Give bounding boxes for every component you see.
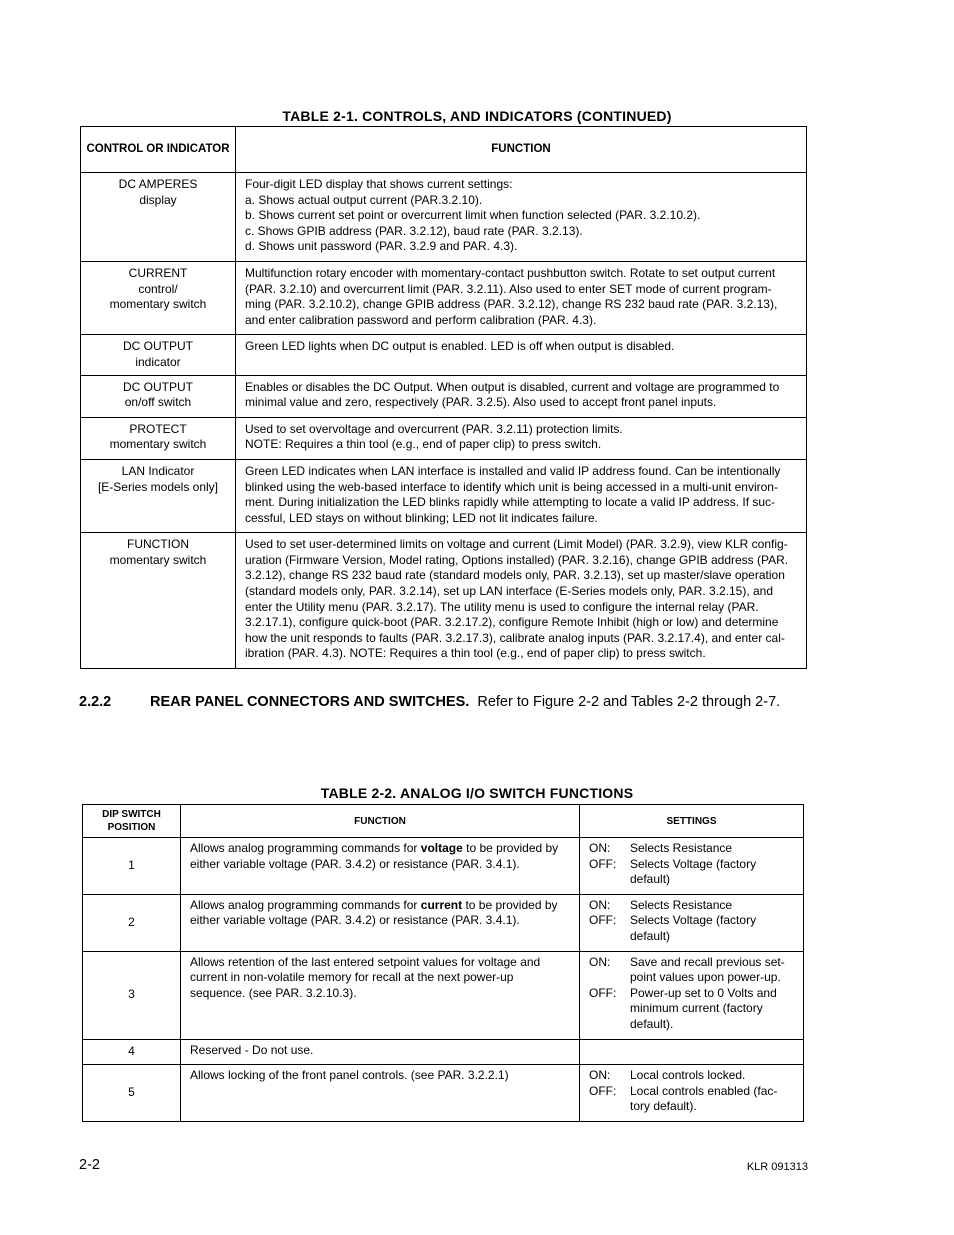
control-cell — [81, 335, 236, 375]
column-header-function: FUNCTION — [181, 805, 580, 838]
function-cell — [236, 533, 807, 669]
function-line: 3.2.17.1), configure quick-boot (PAR. 3.2.17.2), configure Remote Inhibit (high or low) and determine — [245, 615, 779, 630]
function-text: current — [420, 897, 463, 912]
control-line: control/ — [138, 281, 178, 296]
setting-key: OFF: — [589, 1083, 617, 1098]
setting-key: ON: — [589, 1068, 611, 1083]
function-cell — [236, 459, 807, 532]
control-line: momentary switch — [109, 552, 207, 567]
position-cell: 1 — [83, 838, 181, 895]
function-text: Allows analog programming commands for — [190, 897, 421, 912]
function-cell — [181, 894, 580, 951]
setting-value: Selects Resistance — [630, 897, 733, 912]
section-heading: REAR PANEL CONNECTORS AND SWITCHES. — [150, 694, 470, 710]
function-text: Reserved - Do not use. — [190, 1042, 314, 1057]
settings-cell — [580, 1065, 804, 1122]
function-line: (standard models only, PAR. 3.2.14), set up LAN interface (E-Series models only, PAR. 3.2.15), and — [245, 584, 774, 599]
function-line: Used to set overvoltage and overcurrent (PAR. 3.2.11) protection limits. — [245, 421, 623, 436]
function-line: 3.2.12), change RS 232 baud rate (standard models only, PAR. 3.2.13), set up master/slave operation — [245, 568, 785, 583]
function-cell — [236, 417, 807, 459]
document-id: KLR 091313 — [746, 1161, 808, 1173]
control-cell — [81, 173, 236, 262]
control-line: [E-Series models only] — [97, 479, 219, 494]
control-line: on/off switch — [124, 395, 192, 410]
table-row — [81, 417, 807, 459]
function-line: Used to set user-determined limits on voltage and current (Limit Model) (PAR. 3.2.9), view KLR config- — [245, 537, 788, 552]
section-2-2-2 — [79, 692, 808, 712]
setting-value: Selects Voltage (factory default) — [630, 856, 757, 887]
table-row — [81, 335, 807, 375]
control-line: momentary switch — [109, 437, 207, 452]
control-line: CURRENT — [128, 265, 188, 280]
table-header-row — [83, 805, 804, 838]
table-row — [81, 375, 807, 417]
setting-value: Local controls locked. — [630, 1068, 746, 1083]
setting-key: OFF: — [589, 913, 617, 928]
setting-key: ON: — [589, 897, 611, 912]
function-cell — [181, 1065, 580, 1122]
setting-key: ON: — [589, 954, 611, 969]
function-cell — [236, 335, 807, 375]
setting-key: OFF: — [589, 985, 617, 1000]
function-text: voltage — [420, 841, 463, 855]
function-text: Allows retention of the last entered setpoint values for voltage and current in non-volatile memory for recall at the next power-up sequence. (see PAR. 3.2.10.3). — [190, 954, 541, 1000]
table-row — [81, 533, 807, 669]
table-row — [83, 894, 804, 951]
setting-value: Local controls enabled (fac-tory default). — [630, 1083, 778, 1114]
function-line: (PAR. 3.2.10) and overcurrent limit (PAR. 3.2.11). Also used to enter SET mode of current program- — [245, 281, 772, 296]
setting-value: Selects Resistance — [630, 841, 733, 855]
function-line: Green LED lights when DC output is enabled. LED is off when output is disabled. — [245, 339, 675, 354]
controls-indicators-table — [80, 126, 807, 669]
function-cell — [236, 261, 807, 334]
function-line: and enter calibration password and perform calibration (PAR. 4.3). — [245, 312, 597, 327]
column-header-position: DIP SWITCH POSITION — [83, 805, 181, 838]
setting-key: ON: — [589, 841, 611, 855]
function-line: how the unit responds to faults (PAR. 3.2.17.3), calibrate analog inputs (PAR. 3.2.17.4), and enter cal- — [245, 630, 785, 645]
function-line: cessful, LED stays on without blinking; LED not lit indicates failure. — [245, 510, 598, 525]
position-cell: 5 — [83, 1065, 181, 1122]
setting-key: OFF: — [589, 856, 617, 871]
function-line: d. Shows unit password (PAR. 3.2.9 and PAR. 4.3). — [245, 239, 518, 254]
function-line: Green LED indicates when LAN interface is installed and valid IP address found. Can be intentionally — [245, 463, 781, 478]
table2-caption: TABLE 2-2. ANALOG I/O SWITCH FUNCTIONS — [320, 785, 634, 801]
function-line: Enables or disables the DC Output. When output is disabled, current and voltage are programmed to — [245, 379, 780, 394]
table-header-row — [81, 127, 807, 173]
table-row — [83, 1065, 804, 1122]
position-cell: 3 — [83, 951, 181, 1039]
control-cell — [81, 459, 236, 532]
function-line: ment. During initialization the LED blinks rapidly while attempting to locate a valid IP address. If suc- — [245, 495, 776, 510]
function-text: Allows locking of the front panel controls. (see PAR. 3.2.2.1) — [190, 1068, 509, 1083]
control-line: FUNCTION — [127, 537, 189, 552]
function-cell — [181, 838, 580, 895]
analog-io-switch-table — [82, 804, 804, 1122]
table-row — [83, 951, 804, 1039]
function-line: minimal value and zero, respectively (PAR. 3.2.5). Also used to accept front panel inputs. — [245, 395, 717, 410]
table-row — [83, 838, 804, 895]
position-cell: 4 — [83, 1039, 181, 1065]
column-header-settings: SETTINGS — [580, 805, 804, 838]
control-line: momentary switch — [109, 297, 207, 312]
function-line: ibration (PAR. 4.3). NOTE: Requires a thin tool (e.g., end of paper clip) to press switch. — [245, 646, 706, 661]
function-cell — [236, 375, 807, 417]
settings-cell — [580, 1039, 804, 1065]
function-cell — [236, 173, 807, 262]
table-row — [81, 459, 807, 532]
setting-value: Selects Voltage (factory default) — [630, 913, 757, 943]
section-number: 2.2.2 — [79, 694, 112, 710]
function-cell — [181, 1039, 580, 1065]
control-cell — [81, 417, 236, 459]
function-line: ming (PAR. 3.2.10.2), change GPIB address (PAR. 3.2.12), change RS 232 baud rate (PAR. 3.2.13), — [245, 297, 778, 312]
control-line: PROTECT — [129, 421, 187, 436]
control-cell — [81, 533, 236, 669]
control-cell — [81, 375, 236, 417]
control-line: LAN Indicator — [121, 463, 195, 478]
column-header-function: FUNCTION — [236, 127, 807, 173]
function-line: c. Shows GPIB address (PAR. 3.2.12), baud rate (PAR. 3.2.13). — [245, 223, 583, 238]
settings-cell — [580, 894, 804, 951]
function-line: blinked using the web-based interface to identify which unit is being accessed in a multi-unit environ- — [245, 479, 778, 494]
function-line: a. Shows actual output current (PAR.3.2.10). — [245, 192, 483, 207]
setting-value: Save and recall previous set-point values upon power-up. — [630, 954, 785, 985]
section-text: Refer to Figure 2-2 and Tables 2-2 through 2-7. — [477, 694, 781, 710]
position-cell: 2 — [83, 894, 181, 951]
table-row — [81, 173, 807, 262]
setting-value: Power-up set to 0 Volts and minimum current (factory default). — [630, 985, 777, 1031]
column-header-control: CONTROL OR INDICATOR — [81, 127, 236, 173]
table-row — [83, 1039, 804, 1065]
control-cell — [81, 261, 236, 334]
table-row — [81, 261, 807, 334]
function-line: b. Shows current set point or overcurrent limit when function selected (PAR. 3.2.10.2). — [245, 208, 701, 223]
control-line: display — [139, 192, 177, 207]
function-text: to be provided by either variable voltage (PAR. 3.4.2) or resistance (PAR. 3.4.1). — [190, 841, 559, 871]
control-line: DC OUTPUT — [123, 379, 193, 394]
function-cell — [181, 951, 580, 1039]
page-number: 2-2 — [79, 1157, 100, 1173]
function-text: Allows analog programming commands for — [190, 841, 421, 855]
control-line: DC OUTPUT — [123, 339, 193, 354]
function-line: Four-digit LED display that shows current settings: — [245, 177, 513, 191]
function-line: NOTE: Requires a thin tool (e.g., end of paper clip) to press switch. — [245, 437, 602, 452]
function-text: to be provided by either variable voltage (PAR. 3.4.2) or resistance (PAR. 3.4.1). — [190, 897, 558, 928]
function-line: Multifunction rotary encoder with momentary-contact pushbutton switch. Rotate to set output current — [245, 265, 776, 280]
settings-cell — [580, 838, 804, 895]
table1-caption: TABLE 2-1. CONTROLS, AND INDICATORS (CONTINUED) — [282, 108, 672, 124]
control-line: DC AMPERES — [118, 177, 198, 191]
settings-cell — [580, 951, 804, 1039]
function-line: uration (Firmware Version, Model rating, Options installed) (PAR. 3.2.16), change GPIB address (PAR. — [245, 552, 789, 567]
function-line: enter the Utility menu (PAR. 3.2.17). The utility menu is used to configure the internal relay (PAR. — [245, 599, 759, 614]
control-line: indicator — [135, 354, 181, 369]
